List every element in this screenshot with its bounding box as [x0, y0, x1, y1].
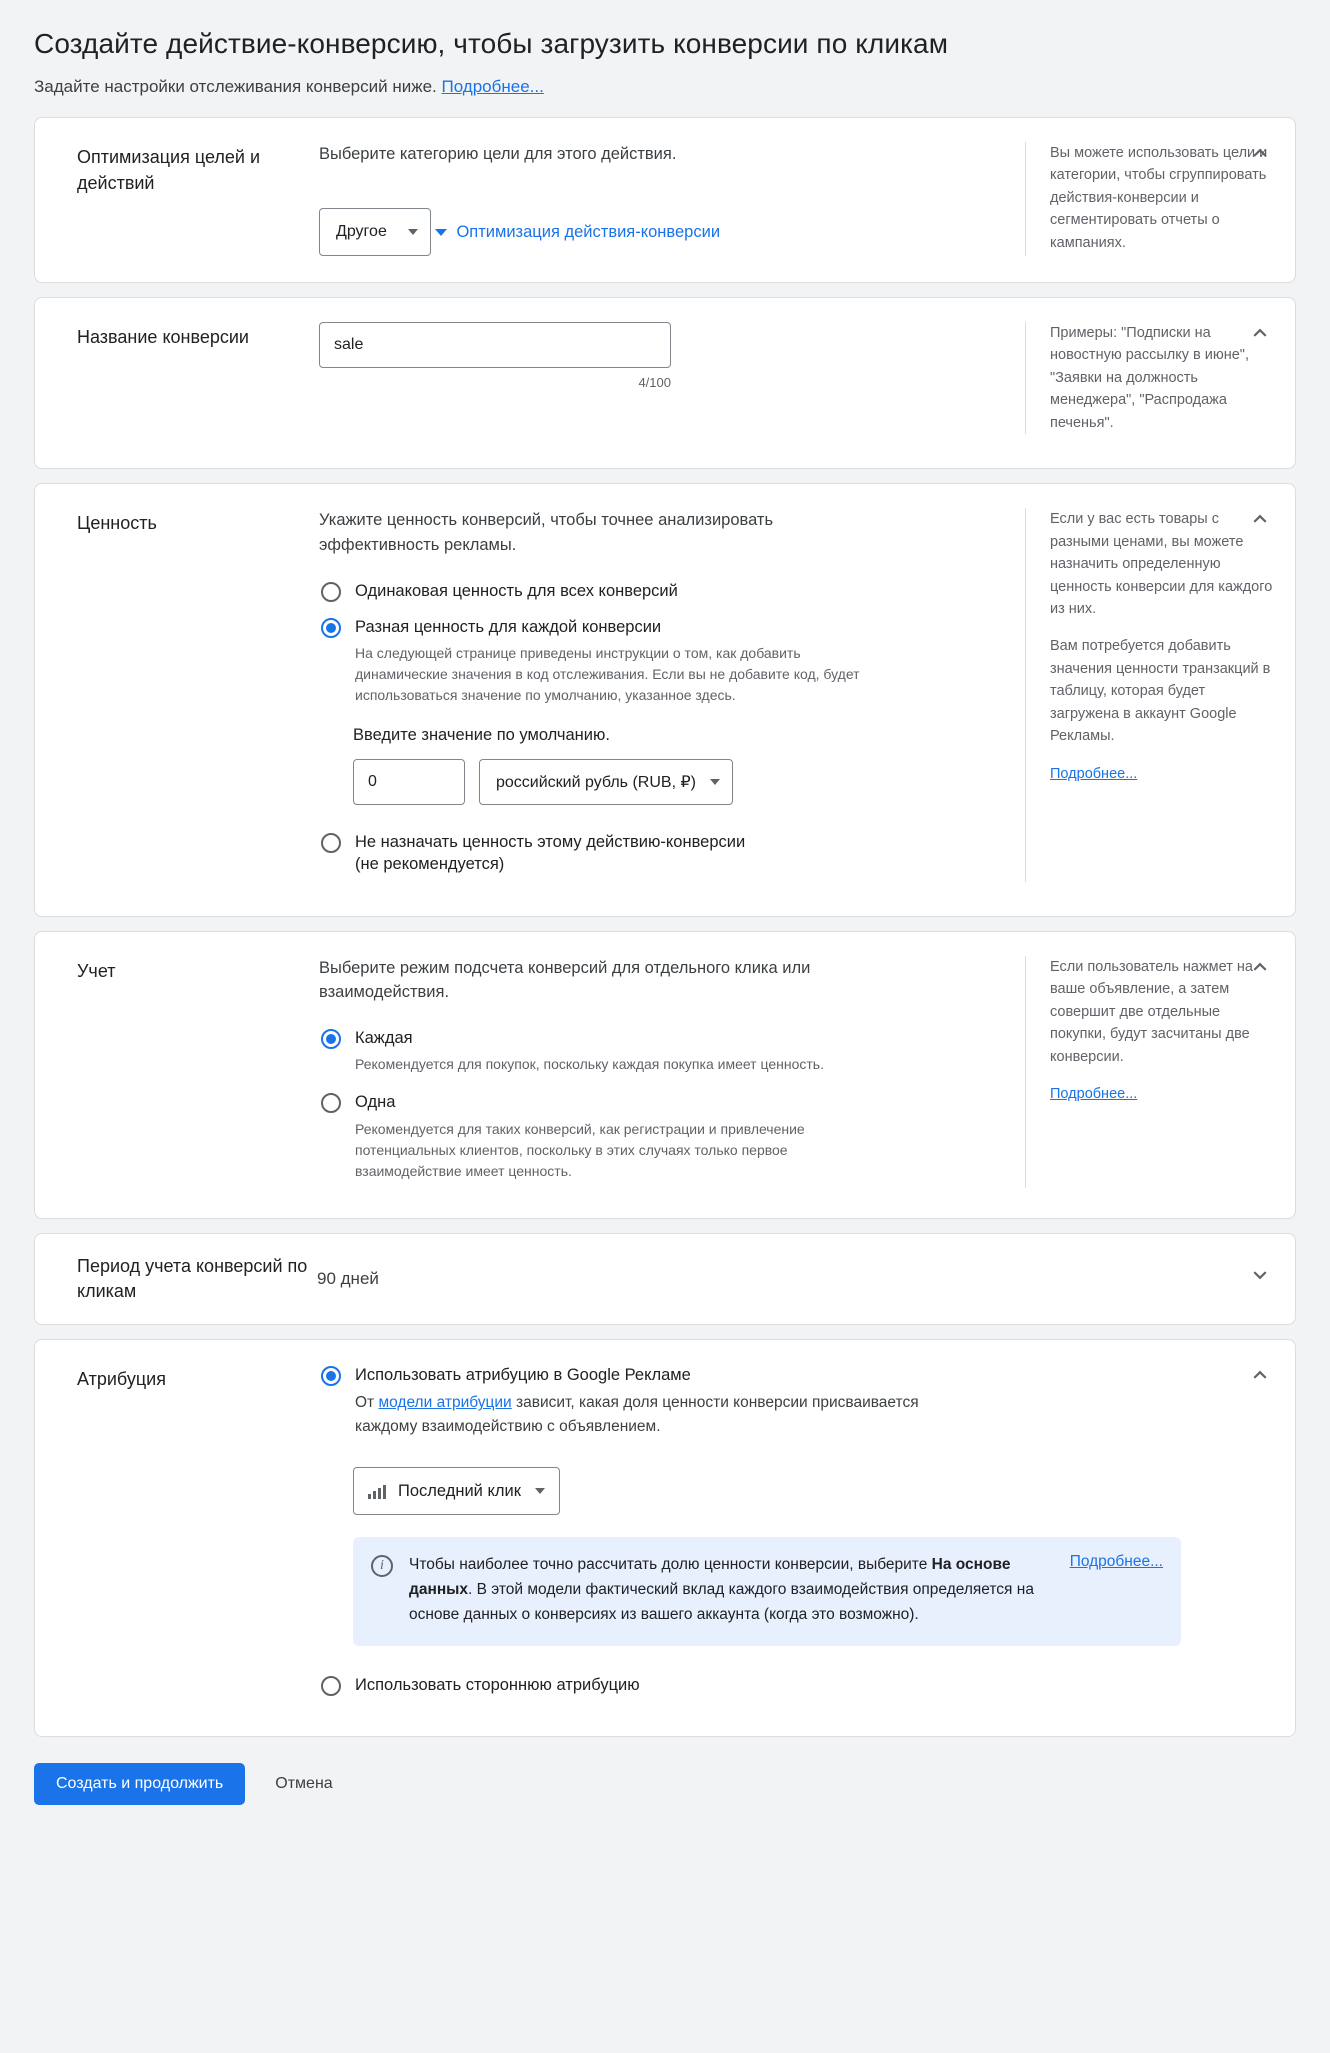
attribution-description [355, 1391, 955, 1439]
counting-option-every[interactable] [319, 1027, 1001, 1075]
conversion-name-input[interactable] [319, 322, 671, 368]
attribution-desc-suffix: зависит, какая доля ценности конверсии присваивается каждому взаимодействию с объявлением. [355, 1394, 919, 1436]
value-help-panel [1025, 508, 1273, 882]
radio-icon[interactable] [321, 833, 341, 853]
value-help-link[interactable]: Подробнее... [1050, 765, 1138, 782]
counting-option-every-desc: Рекомендуется для покупок, поскольку каждая покупка имеет ценность. [355, 1056, 824, 1073]
conversion-name-counter: 4/100 [638, 374, 671, 390]
value-help-text-1: Если у вас есть товары с разными ценами, вы можете назначить определенную ценность конверсии для каждого из них. [1050, 511, 1273, 617]
conversion-name-help-panel [1025, 322, 1273, 434]
conversion-optimization-expander[interactable] [435, 223, 720, 242]
conversion-name-card [34, 297, 1296, 469]
radio-icon[interactable] [321, 1366, 341, 1386]
counting-option-every-label: Каждая [355, 1029, 413, 1048]
conversion-optimization-label: Оптимизация действия-конверсии [456, 222, 721, 241]
attribution-option-google[interactable] [319, 1364, 1249, 1439]
chevron-down-icon [535, 1488, 545, 1494]
goal-category-value: Другое [336, 222, 387, 240]
attribution-info-bold: На основе данных [409, 1556, 1011, 1599]
collapse-value-icon[interactable] [1247, 506, 1273, 532]
value-option-none-label: Не назначать ценность этому действию-конверсии (не рекомендуется) [355, 833, 746, 874]
attribution-info-link[interactable]: Подробнее... [1069, 1553, 1163, 1571]
collapse-goal-icon[interactable] [1247, 140, 1273, 166]
chevron-down-icon [408, 229, 418, 235]
currency-select[interactable] [479, 759, 733, 805]
counting-option-one-label: Одна [355, 1093, 396, 1112]
currency-value: российский рубль (RUB, ₽) [496, 774, 696, 792]
conversion-name-help-text: Примеры: "Подписки на новостную рассылку в июне", "Заявки на должность менеджера", "Распродажа печенья". [1050, 324, 1249, 431]
counting-helper-text: Выберите режим подсчета конверсий для отдельного клика или взаимодействия. [319, 958, 811, 1002]
attribution-info-text [409, 1553, 1040, 1627]
attribution-model-link[interactable]: модели атрибуции [378, 1394, 512, 1412]
conversion-window-card[interactable] [34, 1233, 1296, 1325]
counting-section-label: Учет [77, 960, 116, 981]
goal-helper-text: Выберите категорию цели для этого действия. [319, 145, 677, 163]
attribution-info-text-1: Чтобы наиболее точно рассчитать долю ценности конверсии, выберите [409, 1556, 932, 1574]
value-option-none[interactable] [319, 831, 1001, 876]
goal-help-panel [1025, 142, 1273, 256]
footer-actions [0, 1751, 1330, 1845]
value-option-same-label: Одинаковая ценность для всех конверсий [355, 581, 678, 600]
value-help-text-2: Вам потребуется добавить значения ценности транзакций в таблицу, которая будет загружена в аккаунт Google Рекламы. [1050, 638, 1271, 745]
goal-section-label: Оптимизация целей и действий [77, 147, 260, 194]
goal-help-text: Вы можете использовать цели и категории, чтобы сгруппировать действия-конверсии и сегментировать отчеты о кампаниях. [1050, 145, 1268, 251]
chevron-down-icon [435, 229, 447, 236]
collapse-counting-icon[interactable] [1247, 954, 1273, 980]
attribution-info-text-2: . В этой модели фактический вклад каждого взаимодействия определяется на основе данных о конверсиях из вашего аккаунта (когда это возможно). [409, 1581, 1034, 1623]
radio-icon[interactable] [321, 618, 341, 638]
default-value-title: Введите значение по умолчанию. [353, 726, 610, 745]
value-option-same[interactable] [319, 580, 1001, 602]
attribution-desc-prefix: От [355, 1394, 379, 1412]
collapse-attribution-icon[interactable] [1247, 1362, 1273, 1388]
value-card [34, 483, 1296, 917]
counting-help-panel [1025, 956, 1273, 1188]
radio-icon[interactable] [321, 1029, 341, 1049]
counting-card [34, 931, 1296, 1219]
counting-help-link[interactable]: Подробнее... [1050, 1086, 1138, 1102]
create-and-continue-button[interactable]: Создать и продолжить [34, 1763, 245, 1805]
radio-icon[interactable] [321, 582, 341, 602]
attribution-option-third-party-label: Использовать стороннюю атрибуцию [355, 1675, 640, 1694]
radio-icon[interactable] [321, 1093, 341, 1113]
conversion-window-value: 90 дней [317, 1268, 379, 1288]
value-option-different[interactable] [319, 616, 1001, 706]
conversion-name-label: Название конверсии [77, 326, 249, 347]
learn-more-link[interactable]: Подробнее... [441, 77, 544, 96]
default-value-input[interactable] [353, 759, 465, 805]
counting-option-one-desc: Рекомендуется для таких конверсий, как регистрации и привлечение потенциальных клиентов, поскольку в этих случаях только первое взаимодействие имеет ценность. [355, 1120, 805, 1179]
expand-conversion-window-icon[interactable] [1247, 1262, 1273, 1288]
attribution-card [34, 1339, 1296, 1737]
page-title: Создайте действие-конверсию, чтобы загрузить конверсии по кликам [34, 28, 949, 59]
value-section-label: Ценность [77, 513, 157, 534]
collapse-name-icon[interactable] [1247, 320, 1273, 346]
value-option-different-label: Разная ценность для каждой конверсии [355, 617, 662, 636]
counting-help-text: Если пользователь нажмет на ваше объявление, а затем совершит две отдельные покупки, будут засчитаны две конверсии. [1050, 958, 1253, 1065]
attribution-option-third-party[interactable] [319, 1674, 1249, 1696]
cancel-button[interactable]: Отмена [267, 1775, 340, 1793]
attribution-option-google-label: Использовать атрибуцию в Google Рекламе [355, 1366, 691, 1385]
radio-icon[interactable] [321, 1676, 341, 1696]
attribution-model-select[interactable] [353, 1467, 560, 1515]
attribution-section-label: Атрибуция [77, 1369, 166, 1390]
goal-category-select[interactable] [319, 208, 431, 256]
chevron-down-icon [710, 779, 720, 785]
value-option-different-desc: На следующей странице приведены инструкции о том, как добавить динамические значения в код отслеживания. Если вы не добавите код, будет использоваться значение по умолчанию, указанное здесь. [355, 645, 860, 704]
info-icon: i [371, 1555, 393, 1577]
page-subtitle [34, 77, 1296, 97]
default-value-block [353, 726, 1001, 805]
value-helper-text: Укажите ценность конверсий, чтобы точнее анализировать эффективность рекламы. [319, 511, 774, 554]
page-subtitle-text: Задайте настройки отслеживания конверсий ниже. [34, 77, 437, 96]
attribution-info-box [353, 1537, 1181, 1645]
counting-option-one[interactable] [319, 1091, 1001, 1181]
attribution-model-value: Последний клик [398, 1481, 521, 1500]
goal-optimization-card [34, 117, 1296, 283]
bar-chart-icon [368, 1483, 386, 1499]
conversion-window-label: Период учета конверсий по кликам [77, 1255, 308, 1301]
